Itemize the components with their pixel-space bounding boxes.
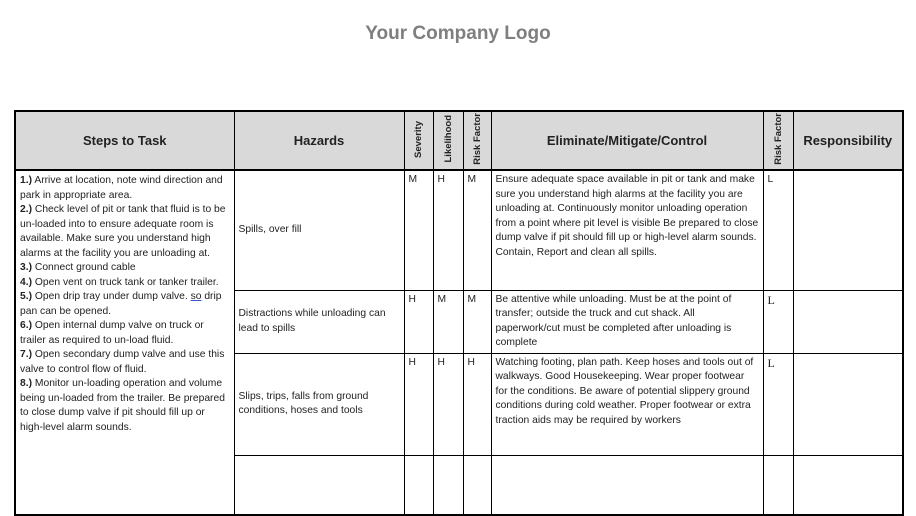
control-cell: Watching footing, plan path. Keep hoses and tools out of walkways. Good Housekeeping. Wear proper footwear for the conditions. Be aware of potential slippery ground conditions during cold weather. Proper footwear or extra traction aids may be required by workers bbox=[491, 353, 763, 455]
step-item: 7.) Open secondary dump valve and use this valve to control flow of fluid. bbox=[20, 349, 225, 375]
severity-cell: M bbox=[404, 170, 433, 290]
header-responsibility: Responsibility bbox=[793, 111, 903, 170]
risk-factor-after-cell: L bbox=[763, 353, 793, 455]
control-cell: Ensure adequate space available in pit or tank and make sure you understand high alarms at the facility you are unloading at. Continuously monitor unloading operation from a point where pit level is visible Be prepared to close dump valve if pit should fill up or high-level alarm sounds. Contain, Report and clean all spills. bbox=[491, 170, 763, 290]
step-item: 6.) Open internal dump valve on truck or trailer as required to un-load fluid. bbox=[20, 320, 204, 346]
header-likelihood: Likelihood bbox=[433, 111, 463, 170]
header-risk-factor-after: Risk Factor bbox=[763, 111, 793, 170]
step-item: 4.) Open vent on truck tank or tanker trailer. bbox=[20, 276, 219, 288]
responsibility-cell bbox=[793, 353, 903, 455]
severity-cell bbox=[404, 455, 433, 515]
header-steps: Steps to Task bbox=[15, 111, 234, 170]
likelihood-cell bbox=[433, 455, 463, 515]
risk-factor-cell: M bbox=[463, 170, 491, 290]
risk-factor-after-cell: L bbox=[763, 290, 793, 353]
risk-factor-after-cell bbox=[763, 455, 793, 515]
risk-factor-after-cell: L bbox=[763, 170, 793, 290]
hazard-cell: Slips, trips, falls from ground conditions, hoses and tools bbox=[234, 353, 404, 455]
header-risk-factor: Risk Factor bbox=[463, 111, 491, 170]
control-cell: Be attentive while unloading. Must be at the point of transfer; outside the truck and cut shack. All paperwork/cut must be completed after unloading is complete bbox=[491, 290, 763, 353]
responsibility-cell bbox=[793, 170, 903, 290]
step-item: 8.) Monitor un-loading operation and volume being un-loaded from the trailer. Be prepared to close dump valve if pit should fill up or high-level alarm sounds. bbox=[20, 378, 225, 433]
step-item: 1.) Arrive at location, note wind direction and park in appropriate area. bbox=[20, 175, 223, 201]
job-hazard-analysis-table bbox=[14, 110, 904, 516]
risk-factor-cell: H bbox=[463, 353, 491, 455]
hazard-cell: Distractions while unloading can lead to spills bbox=[234, 290, 404, 353]
header-row bbox=[15, 111, 903, 170]
step-item: 2.) Check level of pit or tank that fluid is to be un-loaded into to ensure adequate room is available. Make sure you understand high alarms at the facility you are unloading at. bbox=[20, 204, 226, 259]
hazard-cell bbox=[234, 455, 404, 515]
risk-factor-cell: M bbox=[463, 290, 491, 353]
likelihood-cell: H bbox=[433, 353, 463, 455]
severity-cell: H bbox=[404, 290, 433, 353]
responsibility-cell bbox=[793, 455, 903, 515]
hazard-cell: Spills, over fill bbox=[234, 170, 404, 290]
likelihood-cell: M bbox=[433, 290, 463, 353]
header-hazards: Hazards bbox=[234, 111, 404, 170]
step-item: 5.) Open drip tray under dump valve. so drip pan can be opened. bbox=[20, 291, 222, 317]
header-severity: Severity bbox=[404, 111, 433, 170]
table-row bbox=[15, 170, 903, 290]
responsibility-cell bbox=[793, 290, 903, 353]
risk-factor-cell bbox=[463, 455, 491, 515]
likelihood-cell: H bbox=[433, 170, 463, 290]
control-cell bbox=[491, 455, 763, 515]
header-control: Eliminate/Mitigate/Control bbox=[491, 111, 763, 170]
step-item: 3.) Connect ground cable bbox=[20, 262, 136, 273]
steps-cell bbox=[15, 170, 234, 515]
severity-cell: H bbox=[404, 353, 433, 455]
company-logo-placeholder: Your Company Logo bbox=[365, 23, 551, 44]
